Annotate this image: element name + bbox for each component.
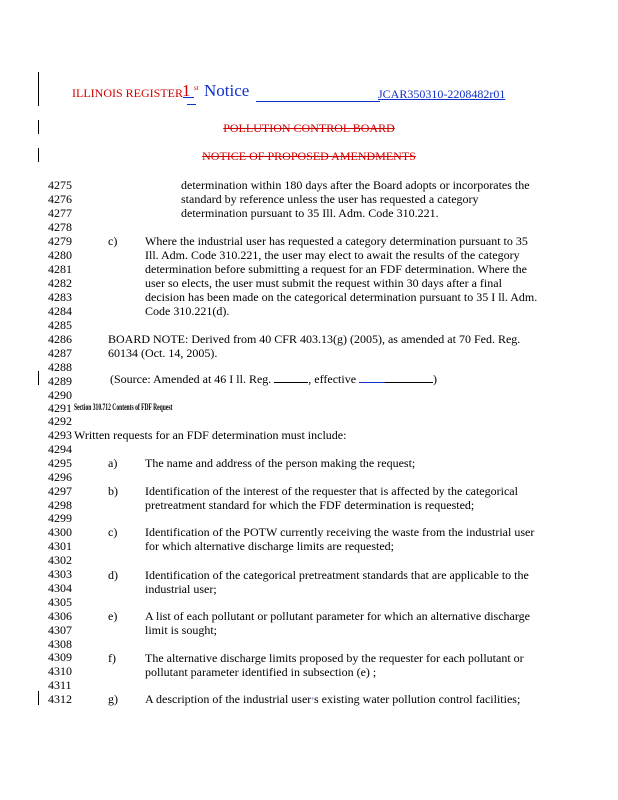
subsection-c-line: decision has been made on the categorical determination pursuant to 35 I ll. Adm. xyxy=(145,290,538,304)
line-number: 4276 xyxy=(48,192,72,206)
intro-line: standard by reference unless the user has requested a category xyxy=(181,192,479,206)
subsection-line: pretreatment standard for which the FDF determination is requested; xyxy=(145,498,475,512)
line-number: 4301 xyxy=(48,539,72,554)
subsection-line: A list of each pollutant or pollutant parameter for which an alternative discharge xyxy=(145,609,530,623)
register-title: ILLINOIS REGISTER xyxy=(72,86,183,100)
subsection-line: limit is sought; xyxy=(145,623,218,637)
subsection-label: b) xyxy=(108,484,118,498)
subsection-line: The name and address of the person making the request; xyxy=(145,456,416,470)
line-number: 4294 xyxy=(48,441,72,456)
subsection-line: pollutant parameter identified in subsection (e) ; xyxy=(145,665,377,679)
blank-field xyxy=(359,372,385,383)
section-heading: Section 310.712 Contents of FDF Request xyxy=(74,402,173,412)
line-number: 4300 xyxy=(48,525,72,540)
blank-field xyxy=(385,372,433,383)
subsection-c-line: Code 310.221(d). xyxy=(145,304,230,318)
line-number: 4283 xyxy=(48,290,72,304)
line-number: 4290 xyxy=(48,388,72,402)
line-number: 4278 xyxy=(48,220,72,234)
line-number: 4282 xyxy=(48,276,72,290)
source-prefix: (Source: Amended at 46 I ll. Reg. xyxy=(110,372,272,386)
subsection-label: f) xyxy=(108,651,116,665)
line-number: 4277 xyxy=(48,206,72,220)
g-text-before: A description of the industrial user xyxy=(145,692,312,706)
line-number: 4279 xyxy=(48,234,72,248)
line-number: 4293 xyxy=(48,428,72,442)
change-bar xyxy=(38,691,39,705)
subsection-label: c) xyxy=(108,525,118,539)
line-number: 4280 xyxy=(48,248,72,262)
board-note-line: BOARD NOTE: Derived from 40 CFR 403.13(g) (2005), as amended at 70 Fed. Reg. xyxy=(108,332,521,346)
insert-mark xyxy=(187,104,196,105)
intro-line: determination pursuant to 35 Ill. Adm. Code 310.221. xyxy=(181,206,439,220)
line-number: 4292 xyxy=(48,414,72,428)
subsection-g-line xyxy=(145,692,520,708)
subsection-c-line: Ill. Adm. Code 310.221, the user may elect to await the results of the category xyxy=(145,248,520,262)
line-number: 4306 xyxy=(48,608,72,623)
line-number: 4312 xyxy=(48,692,72,707)
insert-mark-icon: ’ xyxy=(311,696,314,705)
line-number: 4286 xyxy=(48,332,72,346)
line-number: 4302 xyxy=(48,553,72,568)
line-number: 4296 xyxy=(48,469,72,484)
subsection-line: Identification of the categorical pretreatment standards that are applicable to the xyxy=(145,568,529,582)
line-number: 4275 xyxy=(48,178,72,192)
line-number: 4287 xyxy=(48,346,72,360)
subsection-c-line: user so elects, the user must submit the request within 30 days after a final xyxy=(145,276,502,290)
subsection-label: a) xyxy=(108,456,118,470)
line-number: 4307 xyxy=(48,622,72,637)
change-bar xyxy=(38,371,39,385)
line-number: 4291 xyxy=(48,401,72,415)
line-number: 4310 xyxy=(48,664,72,679)
line-number: 4295 xyxy=(48,455,72,470)
line-number: 4298 xyxy=(48,497,72,512)
notice-title: NOTICE OF PROPOSED AMENDMENTS xyxy=(202,149,416,163)
source-note xyxy=(110,372,437,386)
line-number: 4289 xyxy=(48,374,72,388)
line-number: 4281 xyxy=(48,262,72,276)
subsection-c-line: Where the industrial user has requested a category determination pursuant to 35 xyxy=(145,234,528,248)
insert-mark xyxy=(183,97,194,98)
written-requests: Written requests for an FDF determination must include: xyxy=(74,428,347,442)
page-number: 1 xyxy=(182,81,191,100)
subsection-label: g) xyxy=(108,692,118,706)
subsection-line: Identification of the POTW currently receiving the waste from the industrial user xyxy=(145,525,535,539)
line-number: 4304 xyxy=(48,580,72,595)
page-number-suffix: st xyxy=(194,84,199,92)
g-text-after: s existing water pollution control facilities; xyxy=(313,692,521,706)
source-end: ) xyxy=(433,372,438,386)
line-number: 4305 xyxy=(48,594,72,609)
subsection-c-line: determination before submitting a request for an FDF determination. Where the xyxy=(145,262,528,276)
line-number: 4311 xyxy=(48,678,72,693)
subsection-line: Identification of the interest of the requester that is affected by the categorical xyxy=(145,484,518,498)
source-mid: , effective xyxy=(308,372,357,386)
line-number: 4303 xyxy=(48,567,72,581)
subsection-label: d) xyxy=(108,568,118,582)
agency-title: POLLUTION CONTROL BOARD xyxy=(223,121,395,135)
line-number: 4288 xyxy=(48,360,72,374)
intro-line: determination within 180 days after the Board adopts or incorporates the xyxy=(181,178,530,192)
line-number: 4299 xyxy=(48,511,72,526)
subsection-line: industrial user; xyxy=(145,582,217,596)
notice-label: Notice xyxy=(204,81,250,100)
line-number: 4308 xyxy=(48,636,72,651)
board-note-line: 60134 (Oct. 14, 2005). xyxy=(108,346,218,360)
jcar-code: JCAR350310-2208482r01 xyxy=(378,87,506,101)
header-underline xyxy=(256,101,380,102)
line-number: 4297 xyxy=(48,483,72,498)
line-number: 4309 xyxy=(48,650,72,665)
line-number: 4285 xyxy=(48,318,72,332)
subsection-label: e) xyxy=(108,609,118,623)
line-number: 4284 xyxy=(48,304,72,318)
subsection-line: for which alternative discharge limits are requested; xyxy=(145,539,395,553)
subsection-line: The alternative discharge limits proposed by the requester for each pollutant or xyxy=(145,651,524,665)
change-bar xyxy=(38,72,39,106)
subsection-label: c) xyxy=(108,234,118,248)
blank-field xyxy=(274,372,308,383)
